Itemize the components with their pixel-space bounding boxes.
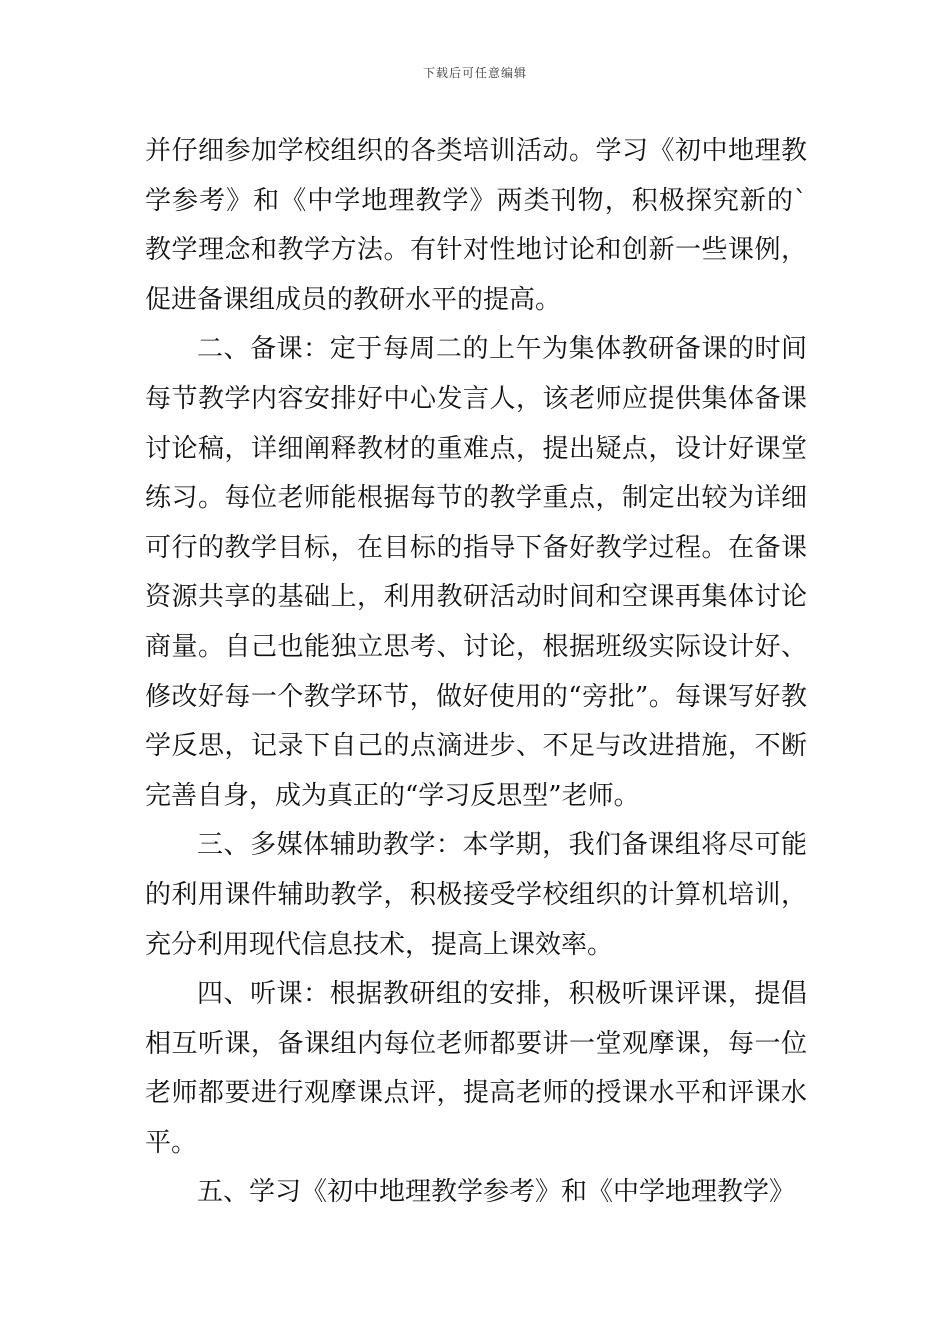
paragraph-multimedia: 三、多媒体辅助教学：本学期，我们备课组将尽可能的利用课件辅助教学，积极接受学校组织的计算机培训，充分利用现代信息技术，提高上课效率。 <box>145 830 807 960</box>
paragraph-study: 五、学习《初中地理教学参考》和《中学地理教学》 <box>197 1177 796 1208</box>
paragraph-training: 并仔细参加学校组织的各类培训活动。学习《初中地理教学参考》和《中学地理教学》两类刊物，积极探究新的`教学理念和教学方法。有针对性地讨论和创新一些课例，促进备课组成员的教研水平的提高。 <box>145 136 807 315</box>
page-header: 下载后可任意编辑 <box>422 66 527 80</box>
paragraph-lesson-prep: 二、备课：定于每周二的上午为集体教研备课的时间每节教学内容安排好中心发言人，该老师应提供集体备课讨论稿，详细阐释教材的重难点，提出疑点，设计好课堂练习。每位老师能根据每节的教学重点，制定出较为详细可行的教学目标，在目标的指导下备好教学过程。在备课资源共享的基础上，利用教研活动时间和空课再集体讨论商量。自己也能独立思考、讨论，根据班级实际设计好、修改好每一个教学环节，做好使用的“旁批”。每课写好教学反思，记录下自己的点滴进步、不足与改进措施，不断完善自身，成为真正的“学习反思型”老师。 <box>145 334 807 811</box>
paragraph-observation: 四、听课：根据教研组的安排，积极听课评课，提倡相互听课，备课组内每位老师都要讲一堂观摩课，每一位老师都要进行观摩课点评，提高老师的授课水平和评课水平。 <box>145 979 807 1158</box>
document-body <box>145 127 807 1218</box>
